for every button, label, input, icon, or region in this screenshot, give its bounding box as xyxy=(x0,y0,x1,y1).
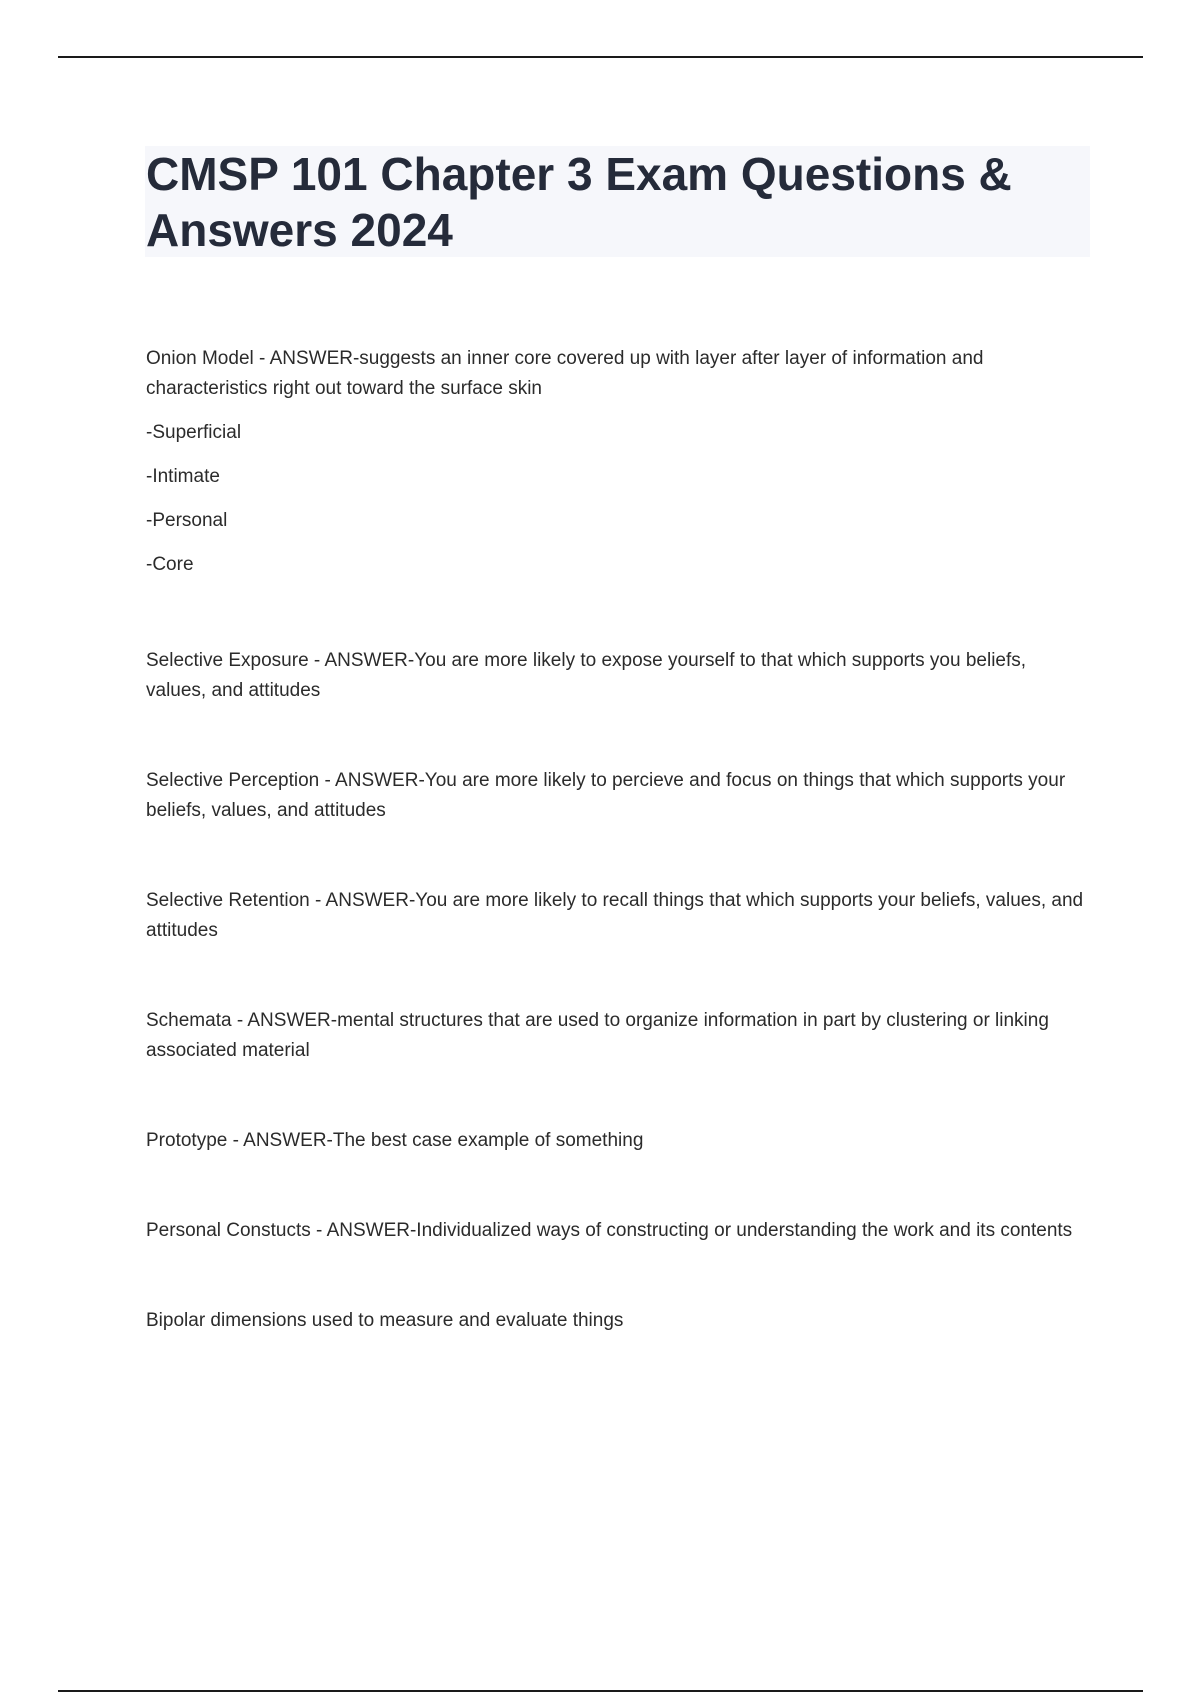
page-title: CMSP 101 Chapter 3 Exam Questions & Answers 2024 xyxy=(146,148,1012,256)
entry-bipolar-dimensions xyxy=(146,1306,1091,1336)
document-body xyxy=(146,344,1091,1336)
entry-personal-constructs xyxy=(146,1216,1091,1246)
entry-selective-exposure xyxy=(146,646,1091,706)
entry-text: Onion Model - ANSWER-suggests an inner core covered up with layer after layer of information and characteristics right out toward the surface skin xyxy=(146,348,984,399)
entry-text: Selective Retention - ANSWER-You are more likely to recall things that which supports your beliefs, values, and attitudes xyxy=(146,890,1084,941)
entry-text: Schemata - ANSWER-mental structures that are used to organize information in part by clustering or linking associated material xyxy=(146,1010,1049,1061)
list-item: -Personal xyxy=(146,510,228,531)
entry-text: Personal Constucts - ANSWER-Individualized ways of constructing or understanding the work and its contents xyxy=(146,1220,1073,1241)
entry-text: Selective Exposure - ANSWER-You are more likely to expose yourself to that which supports you beliefs, values, and attitudes xyxy=(146,650,1027,701)
entry-selective-retention xyxy=(146,886,1091,946)
entry-onion-model xyxy=(146,344,1091,580)
entry-prototype xyxy=(146,1126,1091,1156)
entry-selective-perception xyxy=(146,766,1091,826)
top-rule xyxy=(58,56,1143,58)
bottom-rule xyxy=(58,1690,1143,1692)
entry-text: Prototype - ANSWER-The best case example of something xyxy=(146,1130,644,1151)
entry-schemata xyxy=(146,1006,1091,1066)
entry-text: Bipolar dimensions used to measure and evaluate things xyxy=(146,1310,624,1331)
list-item: -Superficial xyxy=(146,422,242,443)
list-item: -Core xyxy=(146,554,194,575)
entry-text: Selective Perception - ANSWER-You are more likely to percieve and focus on things that which supports your beliefs, values, and attitudes xyxy=(146,770,1066,821)
list-item: -Intimate xyxy=(146,466,220,487)
